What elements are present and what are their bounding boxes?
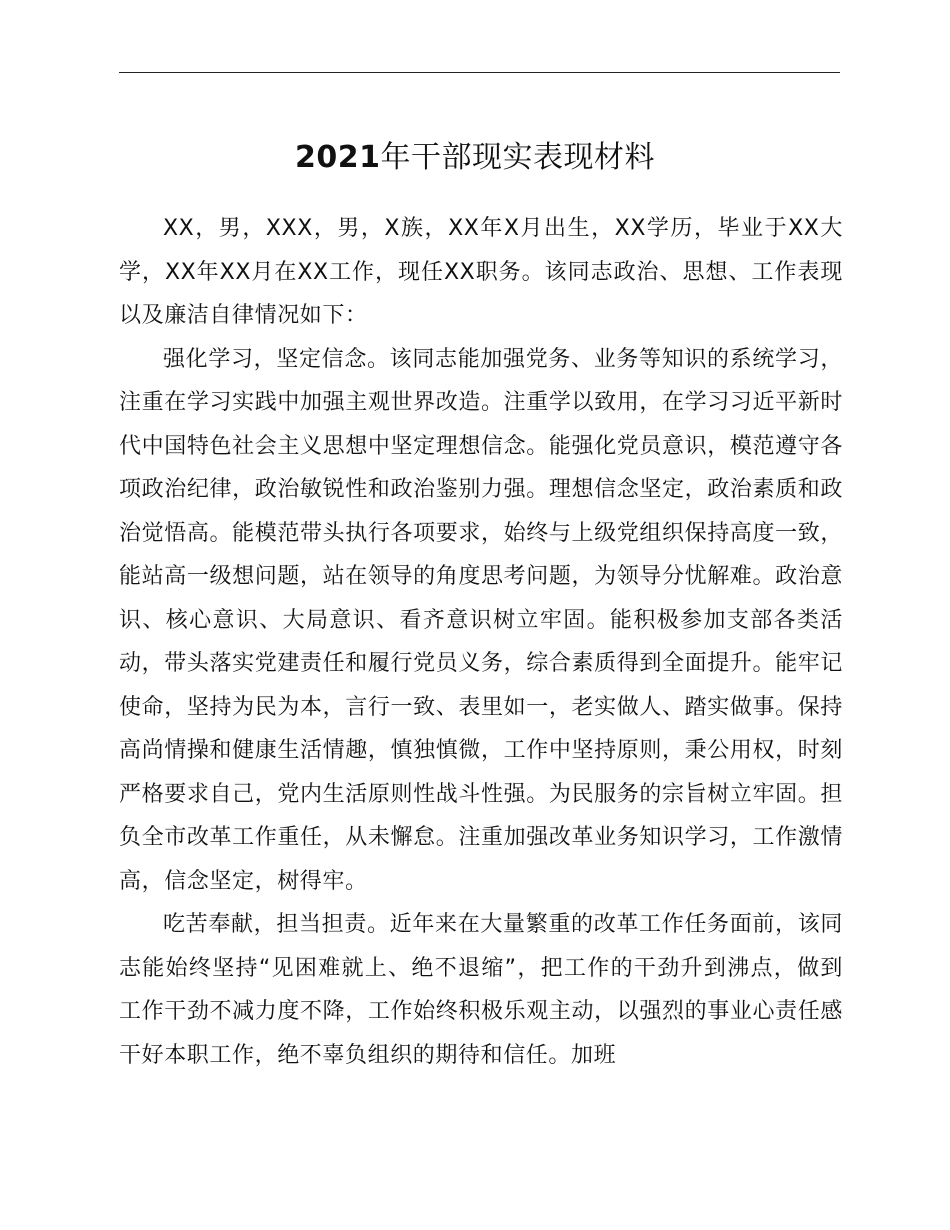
document-title-text: 年干部现实表现材料 (380, 140, 655, 175)
document-body (119, 207, 843, 1077)
paragraph-study-belief: 强化学习，坚定信念。该同志能加强党务、业务等知识的系统学习，注重在学习实践中加强主观世界改造。注重学以致用，在学习习近平新时代中国特色社会主义思想中坚定理想信念。能强化党员意识，模范遵守各项政治纪律，政治敏锐性和政治鉴别力强。理想信念坚定，政治素质和政治觉悟高。能模范带头执行各项要求，始终与上级党组织保持高度一致，能站高一级想问题，站在领导的角度思考问题，为领导分忧解难。政治意识、核心意识、大局意识、看齐意识树立牢固。能积极参加支部各类活动，带头落实党建责任和履行党员义务，综合素质得到全面提升。能牢记使命，坚持为民为本，言行一致、表里如一，老实做人、踏实做事。保持高尚情操和健康生活情趣，慎独慎微，工作中坚持原则，秉公用权，时刻严格要求自己，党内生活原则性战斗性强。为民服务的宗旨树立牢固。担负全市改革工作重任，从未懈怠。注重加强改革业务知识学习，工作激情高，信念坚定，树得牢。 (119, 346, 843, 894)
paragraph-dedication: 吃苦奉献，担当担责。近年来在大量繁重的改革工作任务面前，该同志能始终坚持“见困难就上、绝不退缩”，把工作的干劲升到沸点，做到工作干劲不减力度不降，工作始终积极乐观主动，以强烈的事业心责任感干好本职工作，绝不辜负组织的期待和信任。加班 (119, 912, 843, 1068)
document-title-year: 2021 (295, 140, 381, 175)
paragraph-intro: XX，男，XXX，男，X族，XX年X月出生，XX学历，毕业于XX大学，XX年XX月在XX工作，现任XX职务。该同志政治、思想、工作表现以及廉洁自律情况如下： (119, 216, 843, 328)
header-rule (119, 72, 840, 73)
document-title (0, 138, 950, 178)
